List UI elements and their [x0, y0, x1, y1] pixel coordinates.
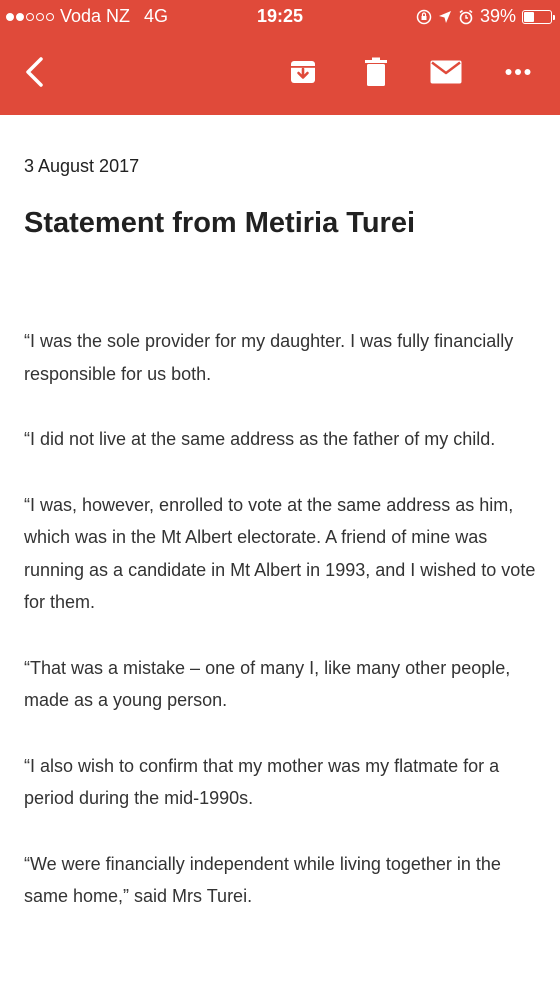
status-right — [416, 6, 552, 27]
status-bar — [0, 0, 560, 34]
message-date: 3 August 2017 — [24, 156, 140, 176]
battery-icon — [522, 10, 552, 24]
chevron-left-icon — [23, 56, 45, 88]
status-time: 19:25 — [256, 6, 304, 26]
delete-button[interactable] — [356, 52, 396, 92]
message-content — [24, 150, 536, 946]
trash-icon — [364, 57, 388, 87]
archive-icon — [289, 58, 317, 86]
carrier-name: Voda NZ — [60, 6, 131, 26]
more-horizontal-icon — [505, 68, 531, 76]
battery-fill — [524, 12, 534, 22]
location-arrow-icon — [438, 10, 452, 24]
more-options-button[interactable] — [498, 52, 538, 92]
network-type: 4G — [144, 6, 169, 26]
lock-rotation-icon — [416, 9, 432, 25]
alarm-icon — [458, 9, 474, 25]
message-paragraph: “I was the sole provider for my daughter. I was fully financially responsible for us both. — [24, 331, 514, 384]
battery-percent: 39% — [479, 6, 516, 26]
app-bar — [0, 0, 560, 115]
envelope-icon — [430, 60, 462, 84]
message-paragraph: “I also wish to confirm that my mother was my flatmate for a period during the mid-1990s. — [24, 755, 500, 808]
message-paragraph: “We were financially independent while living together in the same home,” said Mrs Turei. — [24, 853, 501, 906]
message-title: Statement from Metiria Turei — [24, 207, 416, 239]
mark-unread-button[interactable] — [426, 52, 466, 92]
archive-button[interactable] — [283, 52, 323, 92]
message-paragraph: “I was, however, enrolled to vote at the same address as him, which was in the Mt Albert electorate. A friend of mine was running as a candidate in Mt Albert in 1993, and I wished to vote for them. — [24, 494, 536, 612]
message-paragraph: “That was a mistake – one of many I, like many other people, made as a young person. — [24, 657, 511, 710]
back-button[interactable] — [14, 52, 54, 92]
message-paragraph: “I did not live at the same address as the father of my child. — [24, 429, 496, 449]
message-body — [24, 325, 536, 913]
